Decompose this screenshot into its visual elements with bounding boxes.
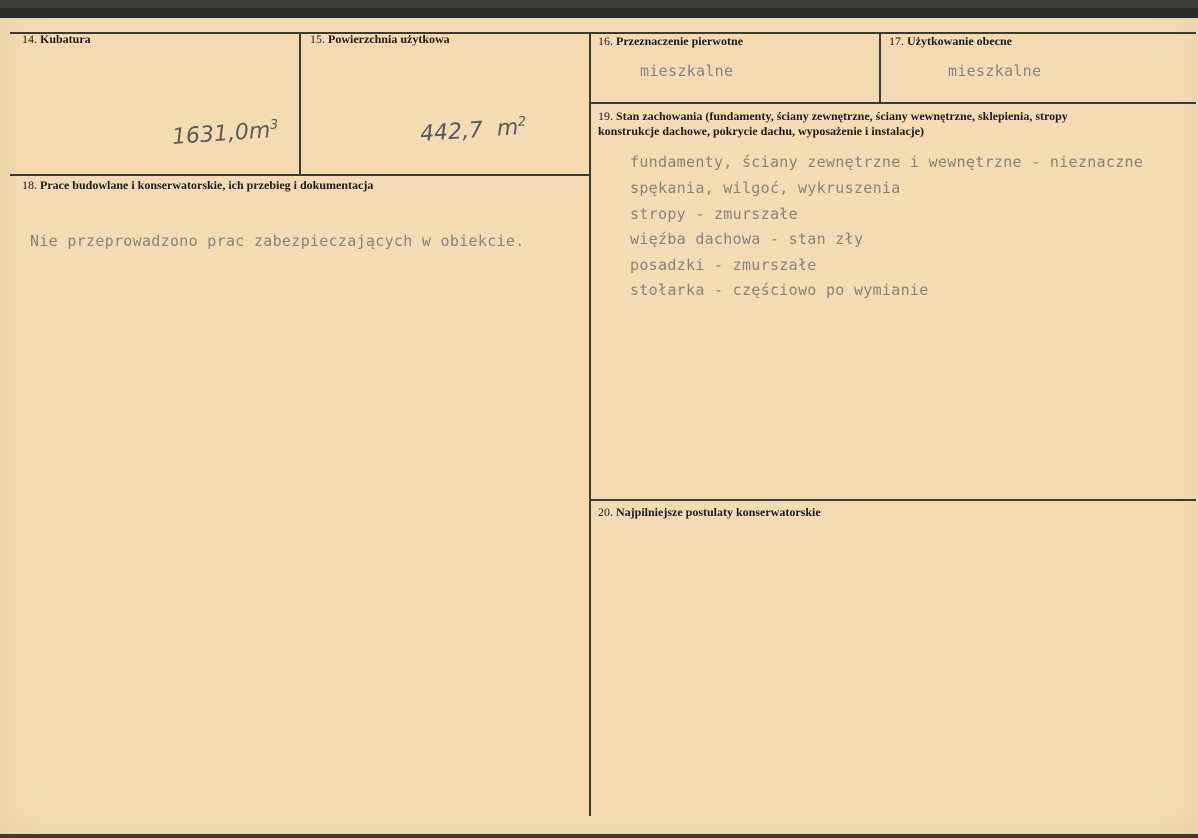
field-14-value xyxy=(171,117,279,150)
field-16-value: mieszkalne xyxy=(640,62,734,80)
field-20-label xyxy=(598,505,821,520)
rule-above-18 xyxy=(10,174,590,176)
field-19-title-line2: konstrukcje dachowe, pokrycie dachu, wyposażenie i instalacje) xyxy=(598,124,924,138)
field-18-label xyxy=(22,178,373,193)
divider-center xyxy=(589,32,591,816)
field-14-number: 14. xyxy=(22,32,37,46)
field-17-title: Użytkowanie obecne xyxy=(907,34,1012,48)
field-18-value: Nie przeprowadzono prac zabezpieczających w obiekcie. xyxy=(30,232,525,250)
field-14-unit-sup: 3 xyxy=(269,117,279,133)
field-19-line-3: stropy - zmurszałe xyxy=(630,205,798,223)
rule-above-19 xyxy=(589,102,1196,104)
field-17-value: mieszkalne xyxy=(948,62,1042,80)
field-16-title: Przeznaczenie pierwotne xyxy=(616,34,743,48)
field-16-number: 16. xyxy=(598,34,613,48)
field-14-title: Kubatura xyxy=(40,32,91,46)
field-19-number: 19. xyxy=(598,109,613,123)
field-19-line-5: posadzki - zmurszałe xyxy=(630,256,817,274)
field-15-unit-sup: 2 xyxy=(517,114,527,130)
field-18-number: 18. xyxy=(22,178,37,192)
field-20-title: Najpilniejsze postulaty konserwatorskie xyxy=(616,505,821,519)
divider-14-15 xyxy=(299,32,301,174)
field-19-line-2: spękania, wilgoć, wykruszenia xyxy=(630,179,901,197)
card-top-edge xyxy=(0,8,1198,18)
record-card xyxy=(0,8,1198,834)
field-14-value-text: 1631,0m xyxy=(171,118,272,151)
field-19-title-line1: Stan zachowania (fundamenty, ściany zewnętrzne, ściany wewnętrzne, sklepienia, stropy xyxy=(616,109,1068,123)
field-17-label xyxy=(889,34,1012,49)
field-19-label xyxy=(598,109,1188,139)
field-15-value xyxy=(419,114,527,147)
field-18-title: Prace budowlane i konserwatorskie, ich przebieg i dokumentacja xyxy=(40,178,374,192)
divider-16-17 xyxy=(879,32,881,102)
field-14-label xyxy=(22,32,91,47)
field-20-number: 20. xyxy=(598,505,613,519)
field-19-line-1: fundamenty, ściany zewnętrzne i wewnętrzne - nieznaczne xyxy=(630,153,1144,171)
field-15-label xyxy=(310,32,450,47)
field-16-label xyxy=(598,34,743,49)
field-15-title: Powierzchnia użytkowa xyxy=(328,32,450,46)
field-19-line-6: stołarka - częściowo po wymianie xyxy=(630,281,929,299)
rule-above-20 xyxy=(589,499,1196,501)
field-19-line-4: więźba dachowa - stan zły xyxy=(630,230,864,248)
field-15-number: 15. xyxy=(310,32,325,46)
field-15-value-text: 442,7 m xyxy=(419,115,520,148)
field-17-number: 17. xyxy=(889,34,904,48)
